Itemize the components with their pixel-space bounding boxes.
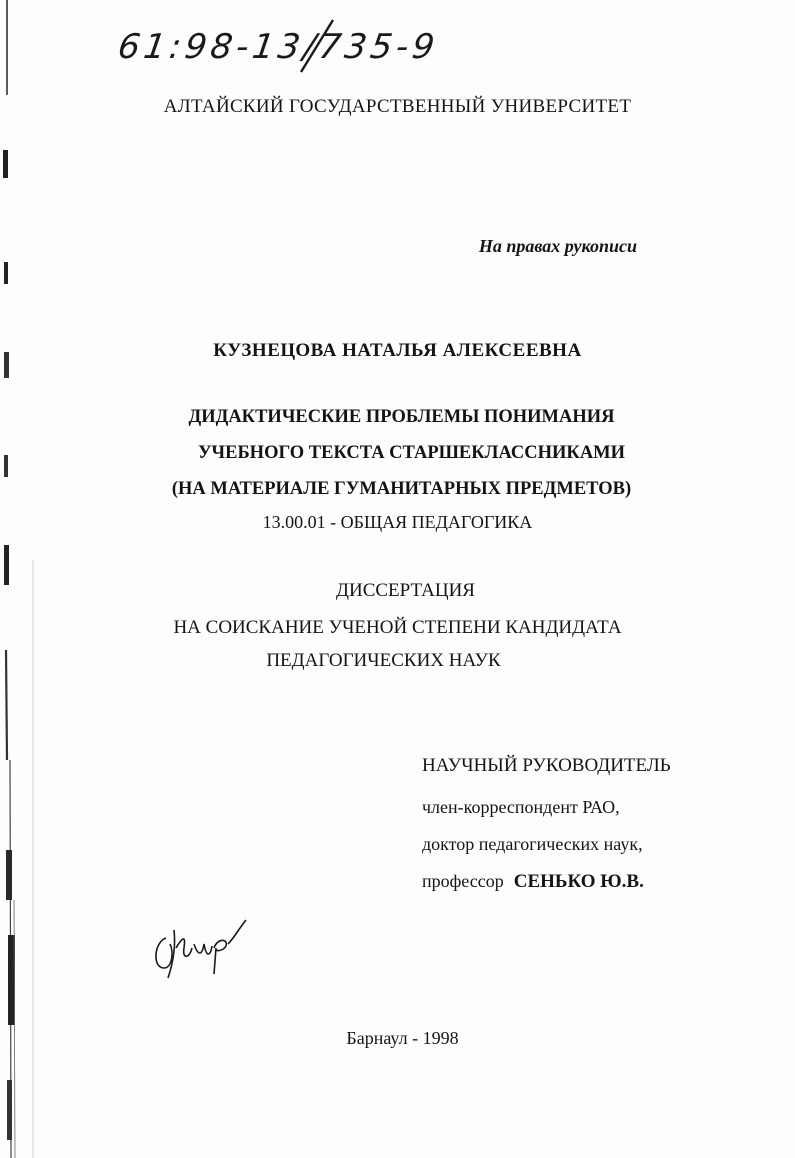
dissertation-title-line-2: УЧЕБНОГО ТЕКСТА СТАРШЕКЛАССНИКАМИ — [197, 443, 626, 463]
adviser-title-2: доктор педагогических наук, — [422, 834, 643, 854]
manuscript-rights-note: На правах рукописи — [478, 236, 637, 256]
archive-code-text: 61:98-13/735-9 — [115, 27, 441, 67]
university-name: АЛТАЙСКИЙ ГОСУДАРСТВЕННЫЙ УНИВЕРСИТЕТ — [163, 96, 632, 117]
specialty-code: 13.00.01 - ОБЩАЯ ПЕДАГОГИКА — [262, 512, 533, 532]
handwritten-signature — [150, 908, 250, 980]
author-name: КУЗНЕЦОВА НАТАЛЬЯ АЛЕКСЕЕВНА — [213, 340, 582, 361]
adviser-title-1: член-корреспондент РАО, — [422, 797, 620, 817]
adviser-rank: профессор — [422, 871, 504, 891]
degree-line-2: ПЕДАГОГИЧЕСКИХ НАУК — [266, 650, 501, 671]
archive-code-handwriting — [115, 14, 455, 76]
adviser-heading: НАУЧНЫЙ РУКОВОДИТЕЛЬ — [422, 755, 671, 776]
dissertation-title-line-3: (НА МАТЕРИАЛЕ ГУМАНИТАРНЫХ ПРЕДМЕТОВ) — [171, 479, 632, 499]
city-year: Барнаул - 1998 — [346, 1028, 459, 1048]
dissertation-label: ДИССЕРТАЦИЯ — [336, 580, 475, 601]
adviser-name: СЕНЬКО Ю.В. — [513, 871, 644, 892]
scan-edge-artifacts — [0, 0, 40, 1158]
adviser-title-3 — [422, 871, 644, 893]
degree-line-1: НА СОИСКАНИЕ УЧЕНОЙ СТЕПЕНИ КАНДИДАТА — [173, 617, 622, 638]
dissertation-title-line-1: ДИДАКТИЧЕСКИЕ ПРОБЛЕМЫ ПОНИМАНИЯ — [188, 407, 615, 427]
